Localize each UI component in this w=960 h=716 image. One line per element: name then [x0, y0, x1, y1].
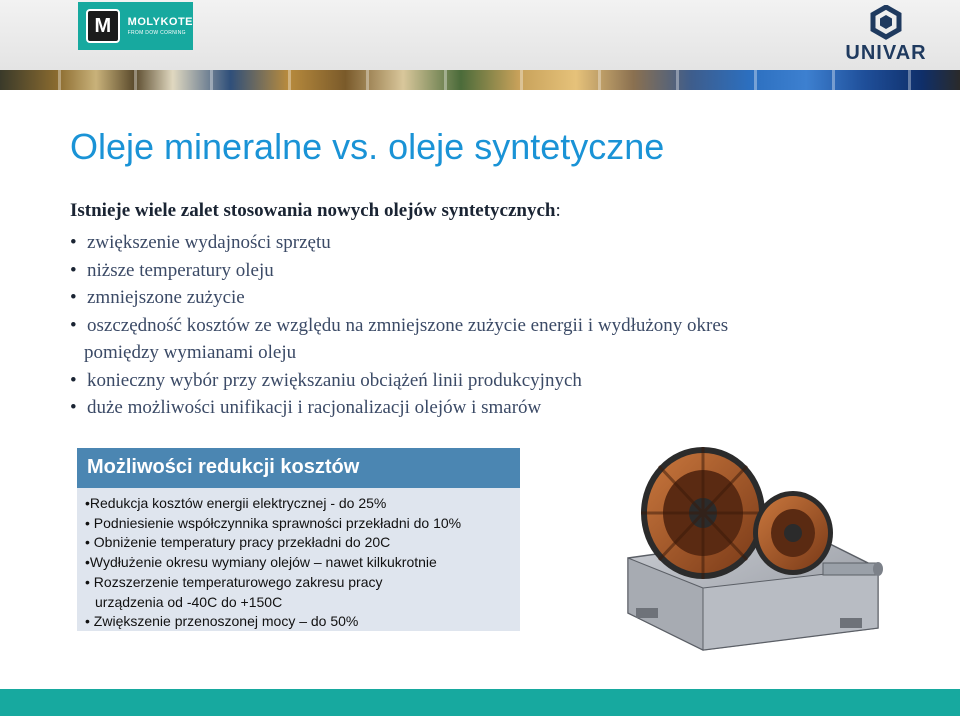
- molykote-mark-letter: M: [94, 14, 112, 37]
- list-item-continuation: pomiędzy wymianami oleju: [84, 342, 297, 363]
- molykote-mark-icon: [86, 9, 120, 43]
- list-item: • Podniesienie współczynnika sprawności przekładni do 10%: [85, 514, 462, 531]
- small-gear-icon: [753, 491, 833, 575]
- intro-text: [70, 200, 561, 222]
- univar-logo: [836, 5, 936, 65]
- list-item: •Wydłużenie okresu wymiany olejów – nawet kilkukrotnie: [85, 554, 437, 571]
- cost-reduction-box: [77, 448, 520, 631]
- large-gear-icon: [641, 447, 765, 579]
- list-item: • Zwiększenie przenoszonej mocy – do 50%: [85, 613, 359, 630]
- molykote-wordmark: [128, 16, 193, 36]
- univar-wordmark: UNIVAR: [845, 42, 927, 64]
- footer-bar: [0, 689, 960, 716]
- list-item: • Rozszerzenie temperaturowego zakresu pracy: [85, 573, 383, 590]
- intro-colon: :: [555, 200, 561, 221]
- cost-reduction-header: [77, 448, 520, 488]
- list-item: • zmniejszone zużycie: [70, 284, 910, 312]
- bullet: •: [70, 232, 77, 253]
- cost-reduction-list: [85, 494, 461, 632]
- benefits-list: [70, 229, 910, 422]
- list-item: • Obniżenie temperatury pracy przekładni do 20C: [85, 534, 391, 551]
- bullet: •: [70, 397, 77, 418]
- molykote-tagline: FROM DOW CORNING: [127, 30, 186, 36]
- list-item: • duże możliwości unifikacji i racjonalizacji olejów i smarów: [70, 394, 910, 422]
- list-item: •Redukcja kosztów energii elektrycznej - do 25%: [85, 495, 387, 511]
- cost-reduction-title: Możliwości redukcji kosztów: [87, 456, 360, 478]
- list-item-continuation: urządzenia od -40C do +150C: [95, 593, 283, 610]
- molykote-brand: MOLYKOTE: [127, 16, 193, 28]
- univar-hexagon-icon: [836, 5, 936, 43]
- bullet: •: [70, 259, 77, 281]
- header-photo-strip: [0, 70, 960, 90]
- list-item: • konieczny wybór przy zwiększaniu obciążeń linii produkcyjnych: [70, 367, 910, 395]
- page-title: Oleje mineralne vs. oleje syntetyczne: [70, 126, 665, 167]
- list-item: • oszczędność kosztów ze względu na zmniejszone zużycie energii i wydłużony okres: [70, 312, 910, 340]
- list-item: • zwiększenie wydajności sprzętu: [70, 229, 910, 257]
- gearbox-illustration: [608, 438, 893, 653]
- bullet: •: [70, 314, 77, 336]
- bullet: •: [70, 369, 77, 391]
- list-item: • niższe temperatury oleju: [70, 257, 910, 285]
- molykote-logo: [78, 2, 193, 50]
- bullet: •: [70, 287, 77, 308]
- intro-lead: Istnieje wiele zalet stosowania nowych olejów syntetycznych: [70, 200, 556, 221]
